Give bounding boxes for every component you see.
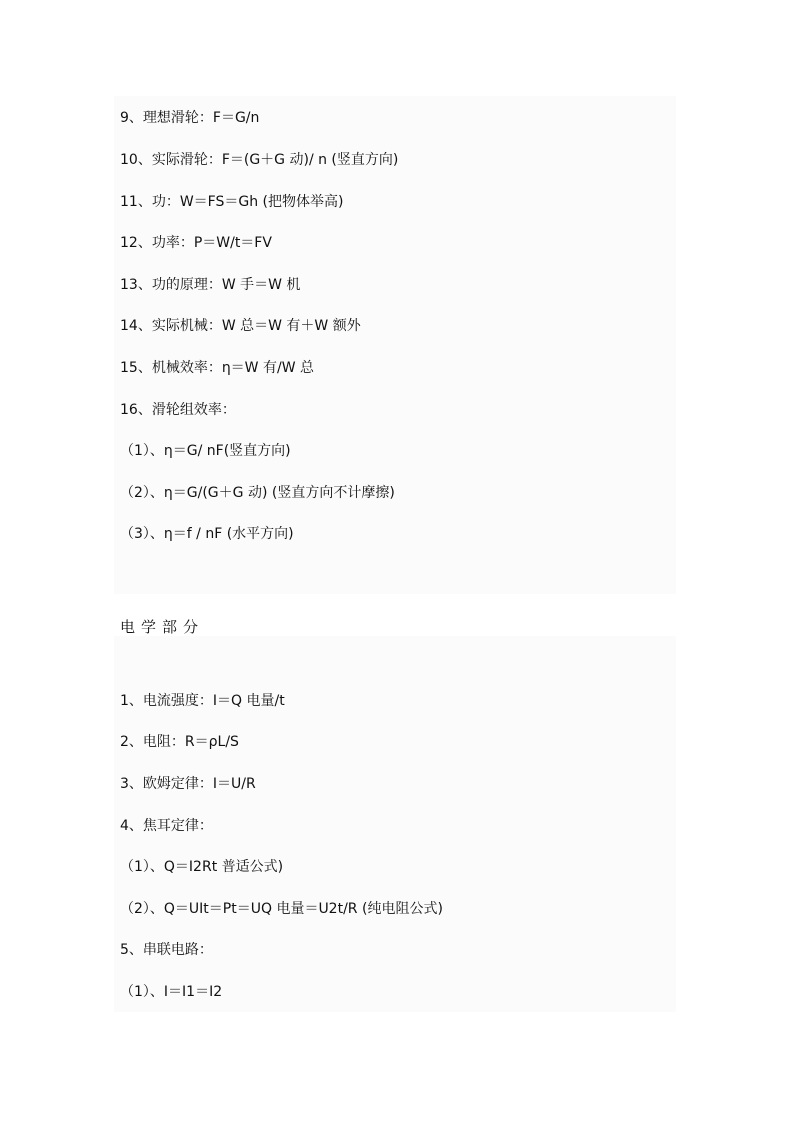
formula-line: 13、功的原理：W 手＝W 机 (120, 277, 301, 293)
formula-line: 15、机械效率：η＝W 有/W 总 (120, 360, 314, 376)
formula-line: 5、串联电路： (120, 942, 213, 958)
formula-line: （1）、Q＝I2Rt 普适公式) (120, 859, 284, 875)
formula-line: （2）、η＝G/(G＋G 动) (竖直方向不计摩擦) (120, 485, 395, 501)
formula-line: 12、功率：P＝W/t＝FV (120, 235, 272, 251)
formula-line: 11、功：W＝FS＝Gh (把物体举高) (120, 194, 344, 210)
formula-line: 9、理想滑轮：F＝G/n (120, 110, 260, 126)
formula-line: （2）、Q＝UIt＝Pt＝UQ 电量＝U2t/R (纯电阻公式) (120, 901, 443, 917)
mechanics-background (114, 96, 676, 594)
formula-line: 3、欧姆定律：I＝U/R (120, 776, 256, 792)
formula-line: （1）、I＝I1＝I2 (120, 984, 223, 1000)
section-title: 电学部分 (120, 618, 205, 636)
formula-line: 14、实际机械：W 总＝W 有＋W 额外 (120, 318, 361, 334)
formula-line: 1、电流强度：I＝Q 电量/t (120, 693, 285, 709)
formula-line: （3）、η＝f / nF (水平方向) (120, 526, 294, 542)
formula-line: 4、焦耳定律： (120, 818, 213, 834)
formula-line: 2、电阻：R＝ρL/S (120, 734, 239, 750)
formula-line: （1）、η＝G/ nF(竖直方向) (120, 443, 291, 459)
formula-line: 16、滑轮组效率： (120, 402, 236, 418)
formula-line: 10、实际滑轮：F＝(G＋G 动)/ n (竖直方向) (120, 152, 399, 168)
